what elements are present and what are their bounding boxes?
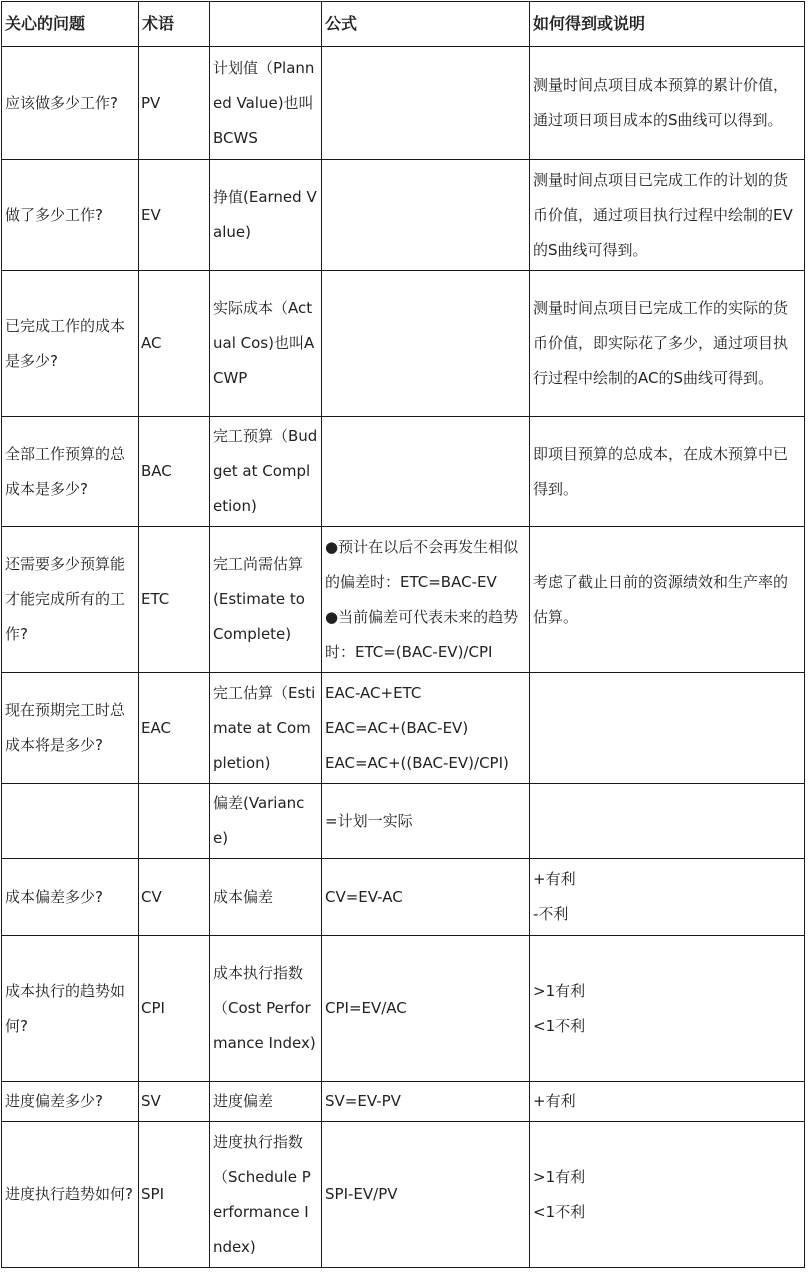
question-cell: 应该做多少工作? [2,47,139,160]
question-cell: 成本执行的趋势如何? [2,936,139,1082]
formula-cell [322,784,530,859]
explanation-line: <1不利 [533,1202,586,1221]
explanation-cell [530,784,805,859]
formula-line: CPI=EV/AC [325,999,407,1017]
header-question: 关心的问题 [2,2,139,47]
formula-line: EAC=AC+((BAC-EV)/CPI) [325,753,509,772]
name-cell: 实际成本（Actual Cos)也叫ACWP [210,271,322,417]
header-row [2,2,805,47]
explanation-cell [530,936,805,1082]
formula-cell [322,160,530,271]
formula-cell [322,1082,530,1122]
table-row [2,1082,805,1122]
explanation-cell [530,527,805,673]
formula-line: EAC=AC+(BAC-EV) [325,718,469,737]
term-cell: EAC [139,673,210,784]
formula-line: EAC-AC+ETC [325,683,422,702]
table-row [2,936,805,1082]
term-cell: BAC [139,417,210,527]
header-explanation: 如何得到或说明 [530,2,805,47]
explanation-line: 测量时间点项目成本预算的累计价值，通过项日项目成本的S曲线可以得到。 [533,76,789,129]
formula-line: ●预计在以后不会再发生相似的偏差时：ETC=BAC-EV [325,537,519,591]
formula-line: SV=EV-PV [325,1092,401,1110]
name-cell: 进度偏差 [210,1082,322,1122]
formula-cell [322,859,530,936]
formula-line: CV=EV-AC [325,887,403,906]
question-cell: 还需要多少预算能才能完成所有的工作? [2,527,139,673]
term-cell: EV [139,160,210,271]
term-cell [139,784,210,859]
name-cell: 计划值（Planned Value)也叫BCWS [210,47,322,160]
name-cell: 完工尚需估算(Estimate to Complete) [210,527,322,673]
term-cell: PV [139,47,210,160]
formula-line: SPI-EV/PV [325,1185,398,1203]
name-cell: 完工预算（Budget at Completion) [210,417,322,527]
formula-cell [322,1122,530,1268]
formula-cell [322,527,530,673]
explanation-cell [530,1082,805,1122]
explanation-line: <1不利 [533,1016,586,1035]
table-row [2,784,805,859]
table-row [2,47,805,160]
explanation-line: >1有利 [533,1167,586,1186]
question-cell: 成本偏差多少? [2,859,139,936]
table-row [2,417,805,527]
header-name [210,2,322,47]
term-cell: ETC [139,527,210,673]
term-cell: AC [139,271,210,417]
explanation-line: 考虑了截止日前的资源绩效和生产率的估算。 [533,572,789,626]
question-cell: 已完成工作的成本是多少? [2,271,139,417]
header-formula: 公式 [322,2,530,47]
explanation-line: +有利 [533,1092,576,1110]
table-row [2,1122,805,1268]
term-cell: SV [139,1082,210,1122]
explanation-line: >1有利 [533,981,586,1000]
name-cell: 完工估算（Estimate at Completion) [210,673,322,784]
term-cell: CV [139,859,210,936]
explanation-cell [530,859,805,936]
table-row [2,859,805,936]
explanation-cell [530,160,805,271]
formula-line: =计划一实际 [325,811,413,830]
explanation-line: -不利 [533,905,569,923]
question-cell: 全部工作预算的总成本是多少? [2,417,139,527]
question-cell: 进度执行趋势如何? [2,1122,139,1268]
formula-cell [322,47,530,160]
name-cell: 进度执行指数（Schedule Performance Index) [210,1122,322,1268]
formula-cell [322,271,530,417]
name-cell: 挣值(Earned Value) [210,160,322,271]
formula-cell [322,673,530,784]
question-cell: 做了多少工作? [2,160,139,271]
explanation-cell [530,1122,805,1268]
explanation-cell [530,417,805,527]
explanation-cell [530,673,805,784]
question-cell [2,784,139,859]
table-row [2,271,805,417]
explanation-cell [530,47,805,160]
explanation-cell [530,271,805,417]
formula-line: ●当前偏差可代表未来的趋势时：ETC=(BAC-EV)/CPI [325,607,519,661]
name-cell: 成本执行指数（Cost Performance Index) [210,936,322,1082]
explanation-line: 测量时间点项目已完成工作的实际的货币价值，即实际花了多少，通过项目执行过程中绘制的AC的S曲线可得到。 [533,299,789,387]
formula-cell [322,936,530,1082]
term-cell: SPI [139,1122,210,1268]
explanation-line: 测量时间点项目已完成工作的计划的货币价值，通过项目执行过程中绘制的EV的S曲线可得到。 [533,170,793,259]
explanation-line: 即项目预算的总成本，在成木预算中已得到。 [533,444,789,498]
table-row [2,160,805,271]
name-cell: 偏差(Variance) [210,784,322,859]
explanation-line: +有利 [533,870,576,888]
table-row [2,527,805,673]
question-cell: 进度偏差多少? [2,1082,139,1122]
header-term: 术语 [139,2,210,47]
table-row [2,673,805,784]
formula-cell [322,417,530,527]
term-cell: CPI [139,936,210,1082]
evm-table [1,1,805,1268]
question-cell: 现在预期完工时总成本将是多少? [2,673,139,784]
name-cell: 成本偏差 [210,859,322,936]
